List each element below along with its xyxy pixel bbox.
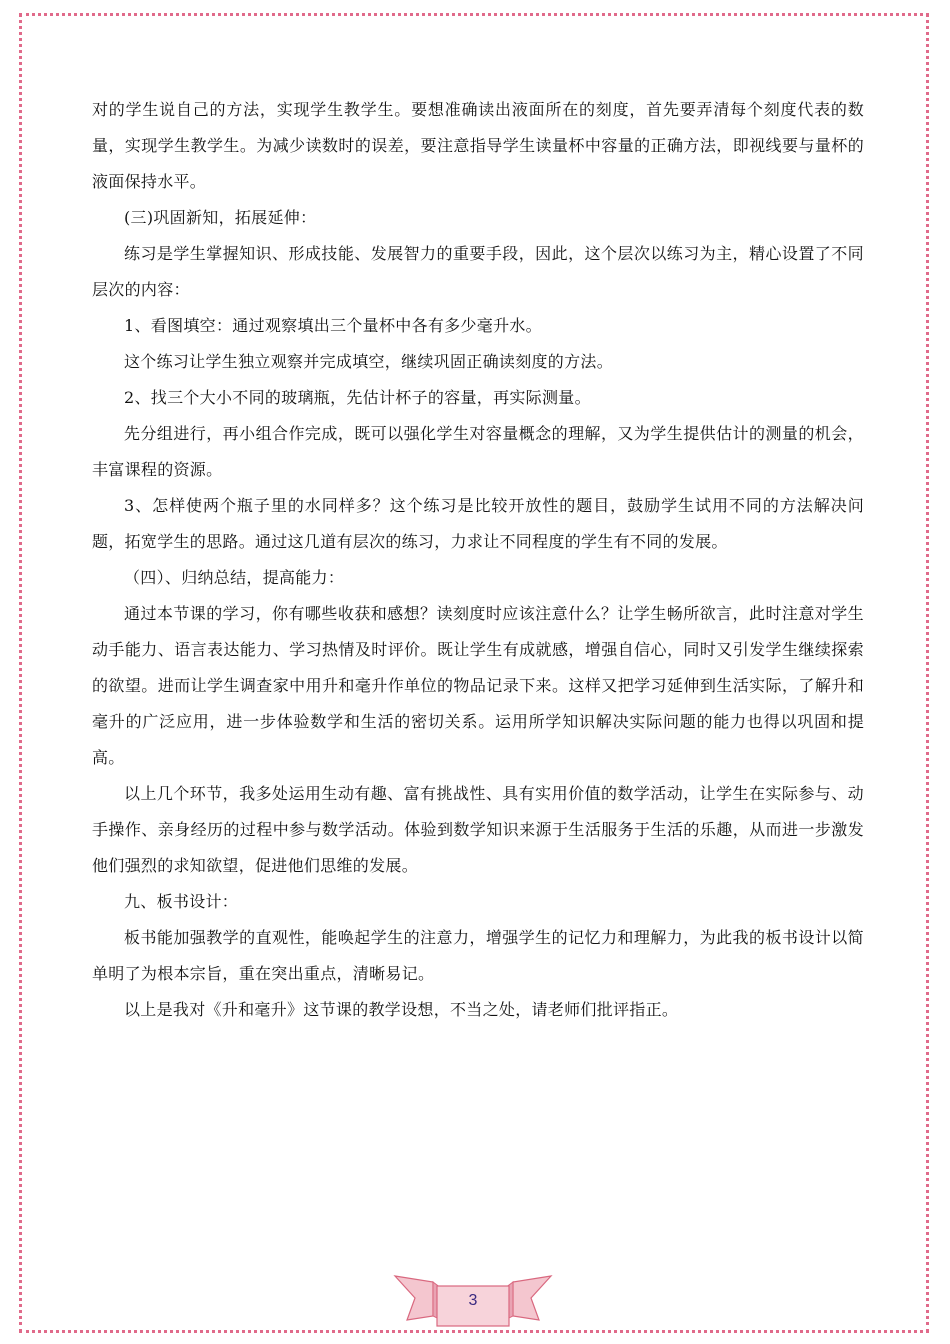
paragraph-exercise-2-note: 先分组进行，再小组合作完成，既可以强化学生对容量概念的理解，又为学生提供估计的测量的机会，丰富课程的资源。 [92, 424, 864, 479]
section-heading-3: (三)巩固新知，拓展延伸： [124, 208, 317, 227]
section-heading-4: （四）、归纳总结，提高能力： [124, 568, 345, 587]
paragraph-exercise-1-note: 这个练习让学生独立观察并完成填空，继续巩固正确读刻度的方法。 [124, 352, 614, 371]
page-number: 3 [468, 1292, 478, 1309]
page-number-ribbon [393, 1268, 553, 1330]
document-body [92, 92, 864, 1028]
paragraph-summary: 通过本节课的学习，你有哪些收获和感想？读刻度时应该注意什么？让学生畅所欲言，此时注意对学生动手能力、语言表达能力、学习热情及时评价。既让学生有成就感，增强自信心，同时又引发学生继续探索的欲望。进而让学生调查家中用升和毫升作单位的物品记录下来。这样又把学习延伸到生活实际，了解升和毫升的广泛应用，进一步体验数学和生活的密切关系。运用所学知识解决实际问题的能力也得以巩固和提高。 [92, 604, 864, 767]
section-heading-9: 九、板书设计： [124, 892, 239, 911]
paragraph-exercise-2: 2、找三个大小不同的玻璃瓶，先估计杯子的容量，再实际测量。 [124, 388, 591, 407]
paragraph-activities: 以上几个环节，我多处运用生动有趣、富有挑战性、具有实用价值的数学活动，让学生在实际参与、动手操作、亲身经历的过程中参与数学活动。体验到数学知识来源于生活服务于生活的乐趣，从而进一步激发他们强烈的求知欲望，促进他们思维的发展。 [92, 784, 864, 875]
paragraph-practice-intro: 练习是学生掌握知识、形成技能、发展智力的重要手段，因此，这个层次以练习为主，精心设置了不同层次的内容： [92, 244, 864, 299]
paragraph-exercise-3: 3、怎样使两个瓶子里的水同样多？这个练习是比较开放性的题目，鼓励学生试用不同的方法解决问题，拓宽学生的思路。通过这几道有层次的练习，力求让不同程度的学生有不同的发展。 [92, 496, 864, 551]
paragraph-exercise-1: 1、看图填空：通过观察填出三个量杯中各有多少毫升水。 [124, 316, 542, 335]
paragraph-board-design: 板书能加强教学的直观性，能唤起学生的注意力，增强学生的记忆力和理解力，为此我的板书设计以简单明了为根本宗旨，重在突出重点，清晰易记。 [92, 928, 864, 983]
paragraph-closing: 以上是我对《升和毫升》这节课的教学设想，不当之处，请老师们批评指正。 [124, 1000, 679, 1019]
paragraph-1: 对的学生说自己的方法，实现学生教学生。要想准确读出液面所在的刻度，首先要弄清每个刻度代表的数量，实现学生教学生。为减少读数时的误差，要注意指导学生读量杯中容量的正确方法，即视线要与量杯的液面保持水平。 [92, 100, 864, 191]
